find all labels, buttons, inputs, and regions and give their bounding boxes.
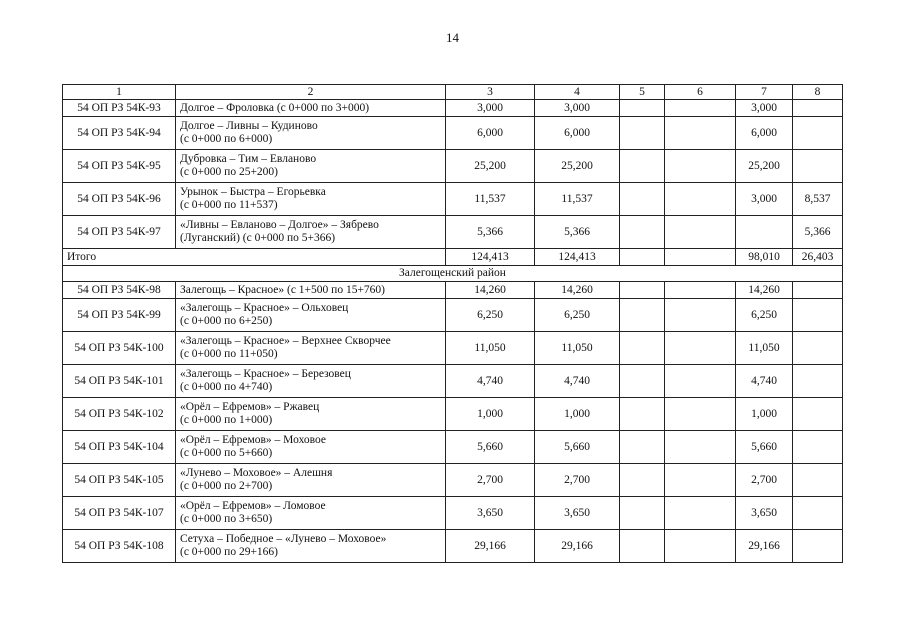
- table-body-group-1: [63, 100, 843, 249]
- value-c8: [793, 530, 843, 563]
- value-c5: [620, 299, 665, 332]
- value-c7: [736, 216, 793, 249]
- value-c8: [793, 497, 843, 530]
- value-c4: 25,200: [535, 150, 620, 183]
- road-name-line: (с 0+000 по 6+250): [180, 315, 273, 327]
- road-name: [176, 398, 446, 431]
- value-c6: [665, 117, 736, 150]
- table-row: [63, 530, 843, 563]
- roads-table: [62, 84, 843, 563]
- value-c7: 3,650: [736, 497, 793, 530]
- value-c3: 11,050: [446, 332, 535, 365]
- section-row: [63, 266, 843, 282]
- road-name-line: (с 0+000 по 11+050): [180, 348, 278, 360]
- value-c4: 11,537: [535, 183, 620, 216]
- table-row: [63, 282, 843, 299]
- value-c7: 14,260: [736, 282, 793, 299]
- value-c3: 29,166: [446, 530, 535, 563]
- total-col8: 26,403: [793, 249, 843, 266]
- value-c3: 11,537: [446, 183, 535, 216]
- road-name-line: «Залегощь – Красное» – Верхнее Скворчее: [180, 335, 391, 347]
- value-c5: [620, 365, 665, 398]
- value-c3: 6,250: [446, 299, 535, 332]
- road-name: [176, 117, 446, 150]
- value-c6: [665, 282, 736, 299]
- road-code: 54 ОП РЗ 54К-104: [63, 431, 176, 464]
- road-code: 54 ОП РЗ 54К-99: [63, 299, 176, 332]
- road-name-line: «Залегощь – Красное» – Ольховец: [180, 302, 349, 314]
- road-code: 54 ОП РЗ 54К-96: [63, 183, 176, 216]
- road-name-line: «Ливны – Евланово – Долгое» – Зябрево: [180, 219, 379, 231]
- value-c3: 2,700: [446, 464, 535, 497]
- table-row: [63, 332, 843, 365]
- value-c5: [620, 332, 665, 365]
- value-c7: 3,000: [736, 100, 793, 117]
- column-header: 2: [176, 85, 446, 100]
- table-row: [63, 464, 843, 497]
- value-c3: 5,660: [446, 431, 535, 464]
- road-name-line: (с 0+000 по 3+650): [180, 513, 273, 525]
- table-body-group-2: [63, 282, 843, 563]
- value-c6: [665, 464, 736, 497]
- table-row: [63, 100, 843, 117]
- road-name-line: (с 0+000 по 6+000): [180, 133, 273, 145]
- total-col5: [620, 249, 665, 266]
- value-c5: [620, 100, 665, 117]
- value-c4: 4,740: [535, 365, 620, 398]
- road-name-line: «Орёл – Ефремов» – Ржавец: [180, 401, 320, 413]
- road-name: [176, 150, 446, 183]
- value-c7: 4,740: [736, 365, 793, 398]
- value-c4: 14,260: [535, 282, 620, 299]
- total-col7: 98,010: [736, 249, 793, 266]
- value-c5: [620, 431, 665, 464]
- road-name-line: «Орёл – Ефремов» – Ломовое: [180, 500, 326, 512]
- value-c4: 2,700: [535, 464, 620, 497]
- value-c7: 11,050: [736, 332, 793, 365]
- value-c4: 29,166: [535, 530, 620, 563]
- value-c3: 14,260: [446, 282, 535, 299]
- value-c6: [665, 299, 736, 332]
- value-c6: [665, 216, 736, 249]
- value-c4: 11,050: [535, 332, 620, 365]
- value-c8: [793, 282, 843, 299]
- total-col4: 124,413: [535, 249, 620, 266]
- table-row: [63, 365, 843, 398]
- value-c5: [620, 464, 665, 497]
- value-c7: 6,000: [736, 117, 793, 150]
- road-name-line: Урынок – Быстра – Егорьевка: [180, 186, 326, 198]
- value-c3: 5,366: [446, 216, 535, 249]
- value-c3: 25,200: [446, 150, 535, 183]
- value-c6: [665, 398, 736, 431]
- road-name: [176, 282, 446, 299]
- value-c8: [793, 299, 843, 332]
- value-c4: 3,000: [535, 100, 620, 117]
- value-c3: 3,000: [446, 100, 535, 117]
- road-name: [176, 100, 446, 117]
- road-name: [176, 530, 446, 563]
- road-code: 54 ОП РЗ 54К-107: [63, 497, 176, 530]
- value-c5: [620, 398, 665, 431]
- value-c7: 1,000: [736, 398, 793, 431]
- total-row: [63, 249, 843, 266]
- value-c4: 3,650: [535, 497, 620, 530]
- road-code: 54 ОП РЗ 54К-101: [63, 365, 176, 398]
- page-number: 14: [446, 30, 459, 45]
- table-row: [63, 117, 843, 150]
- road-code: 54 ОП РЗ 54К-98: [63, 282, 176, 299]
- value-c3: 3,650: [446, 497, 535, 530]
- column-header: 6: [665, 85, 736, 100]
- road-name-line: (с 0+000 по 4+740): [180, 381, 273, 393]
- table-row: [63, 299, 843, 332]
- column-header: 4: [535, 85, 620, 100]
- value-c7: 5,660: [736, 431, 793, 464]
- value-c8: [793, 431, 843, 464]
- value-c4: 6,250: [535, 299, 620, 332]
- road-code: 54 ОП РЗ 54К-95: [63, 150, 176, 183]
- total-col6: [665, 249, 736, 266]
- value-c6: [665, 365, 736, 398]
- road-name: [176, 365, 446, 398]
- column-header: 8: [793, 85, 843, 100]
- value-c3: 1,000: [446, 398, 535, 431]
- road-name: [176, 497, 446, 530]
- road-name-line: «Орёл – Ефремов» – Моховое: [180, 434, 326, 446]
- value-c5: [620, 150, 665, 183]
- road-name-line: Долгое – Ливны – Кудиново: [180, 120, 318, 132]
- road-name-line: (с 0+000 по 2+700): [180, 480, 273, 492]
- road-name: [176, 332, 446, 365]
- value-c4: 5,366: [535, 216, 620, 249]
- road-name-line: Сетуха – Победное – «Лунево – Моховое»: [180, 533, 387, 545]
- value-c5: [620, 282, 665, 299]
- road-name-line: Дубровка – Тим – Евланово: [180, 153, 317, 165]
- value-c8: [793, 365, 843, 398]
- value-c6: [665, 431, 736, 464]
- value-c8: [793, 150, 843, 183]
- value-c4: 5,660: [535, 431, 620, 464]
- value-c8: [793, 398, 843, 431]
- road-code: 54 ОП РЗ 54К-93: [63, 100, 176, 117]
- road-code: 54 ОП РЗ 54К-94: [63, 117, 176, 150]
- road-code: 54 ОП РЗ 54К-97: [63, 216, 176, 249]
- road-name: [176, 464, 446, 497]
- road-name: [176, 299, 446, 332]
- road-code: 54 ОП РЗ 54К-108: [63, 530, 176, 563]
- road-name: [176, 183, 446, 216]
- value-c5: [620, 183, 665, 216]
- column-header: 7: [736, 85, 793, 100]
- road-name-line: (Луганский) (с 0+000 по 5+366): [180, 232, 336, 244]
- road-code: 54 ОП РЗ 54К-100: [63, 332, 176, 365]
- value-c5: [620, 216, 665, 249]
- value-c8: [793, 464, 843, 497]
- value-c7: 3,000: [736, 183, 793, 216]
- table-row: [63, 183, 843, 216]
- table-row: [63, 431, 843, 464]
- road-name-line: (с 0+000 по 11+537): [180, 199, 278, 211]
- value-c6: [665, 530, 736, 563]
- value-c5: [620, 530, 665, 563]
- value-c3: 4,740: [446, 365, 535, 398]
- road-name: [176, 431, 446, 464]
- road-name-line: (с 0+000 по 1+000): [180, 414, 273, 426]
- column-header: 1: [63, 85, 176, 100]
- value-c8: 8,537: [793, 183, 843, 216]
- value-c3: 6,000: [446, 117, 535, 150]
- column-header: 3: [446, 85, 535, 100]
- value-c4: 6,000: [535, 117, 620, 150]
- total-col3: 124,413: [446, 249, 535, 266]
- table-row: [63, 150, 843, 183]
- value-c7: 25,200: [736, 150, 793, 183]
- total-label: Итого: [63, 249, 446, 266]
- road-name-line: Залегощь – Красное» (с 1+500 по 15+760): [180, 283, 386, 296]
- road-name: [176, 216, 446, 249]
- table-row: [63, 216, 843, 249]
- value-c6: [665, 150, 736, 183]
- road-name-line: «Залегощь – Красное» – Березовец: [180, 368, 351, 380]
- table-row: [63, 497, 843, 530]
- value-c6: [665, 183, 736, 216]
- column-number-row: [63, 85, 843, 100]
- value-c6: [665, 100, 736, 117]
- road-name-line: (с 0+000 по 25+200): [180, 166, 279, 178]
- section-title: Залегощенский район: [63, 266, 843, 282]
- road-name-line: «Лунево – Моховое» – Алешня: [180, 467, 333, 479]
- table-row: [63, 398, 843, 431]
- road-name-line: (с 0+000 по 29+166): [180, 546, 279, 558]
- road-name-line: Долгое – Фроловка (с 0+000 по 3+000): [180, 101, 370, 114]
- column-header: 5: [620, 85, 665, 100]
- road-code: 54 ОП РЗ 54К-105: [63, 464, 176, 497]
- value-c8: [793, 117, 843, 150]
- road-code: 54 ОП РЗ 54К-102: [63, 398, 176, 431]
- value-c5: [620, 117, 665, 150]
- value-c4: 1,000: [535, 398, 620, 431]
- road-name-line: (с 0+000 по 5+660): [180, 447, 273, 459]
- value-c7: 6,250: [736, 299, 793, 332]
- value-c7: 29,166: [736, 530, 793, 563]
- value-c8: [793, 332, 843, 365]
- value-c5: [620, 497, 665, 530]
- value-c8: 5,366: [793, 216, 843, 249]
- value-c6: [665, 497, 736, 530]
- value-c8: [793, 100, 843, 117]
- value-c6: [665, 332, 736, 365]
- value-c7: 2,700: [736, 464, 793, 497]
